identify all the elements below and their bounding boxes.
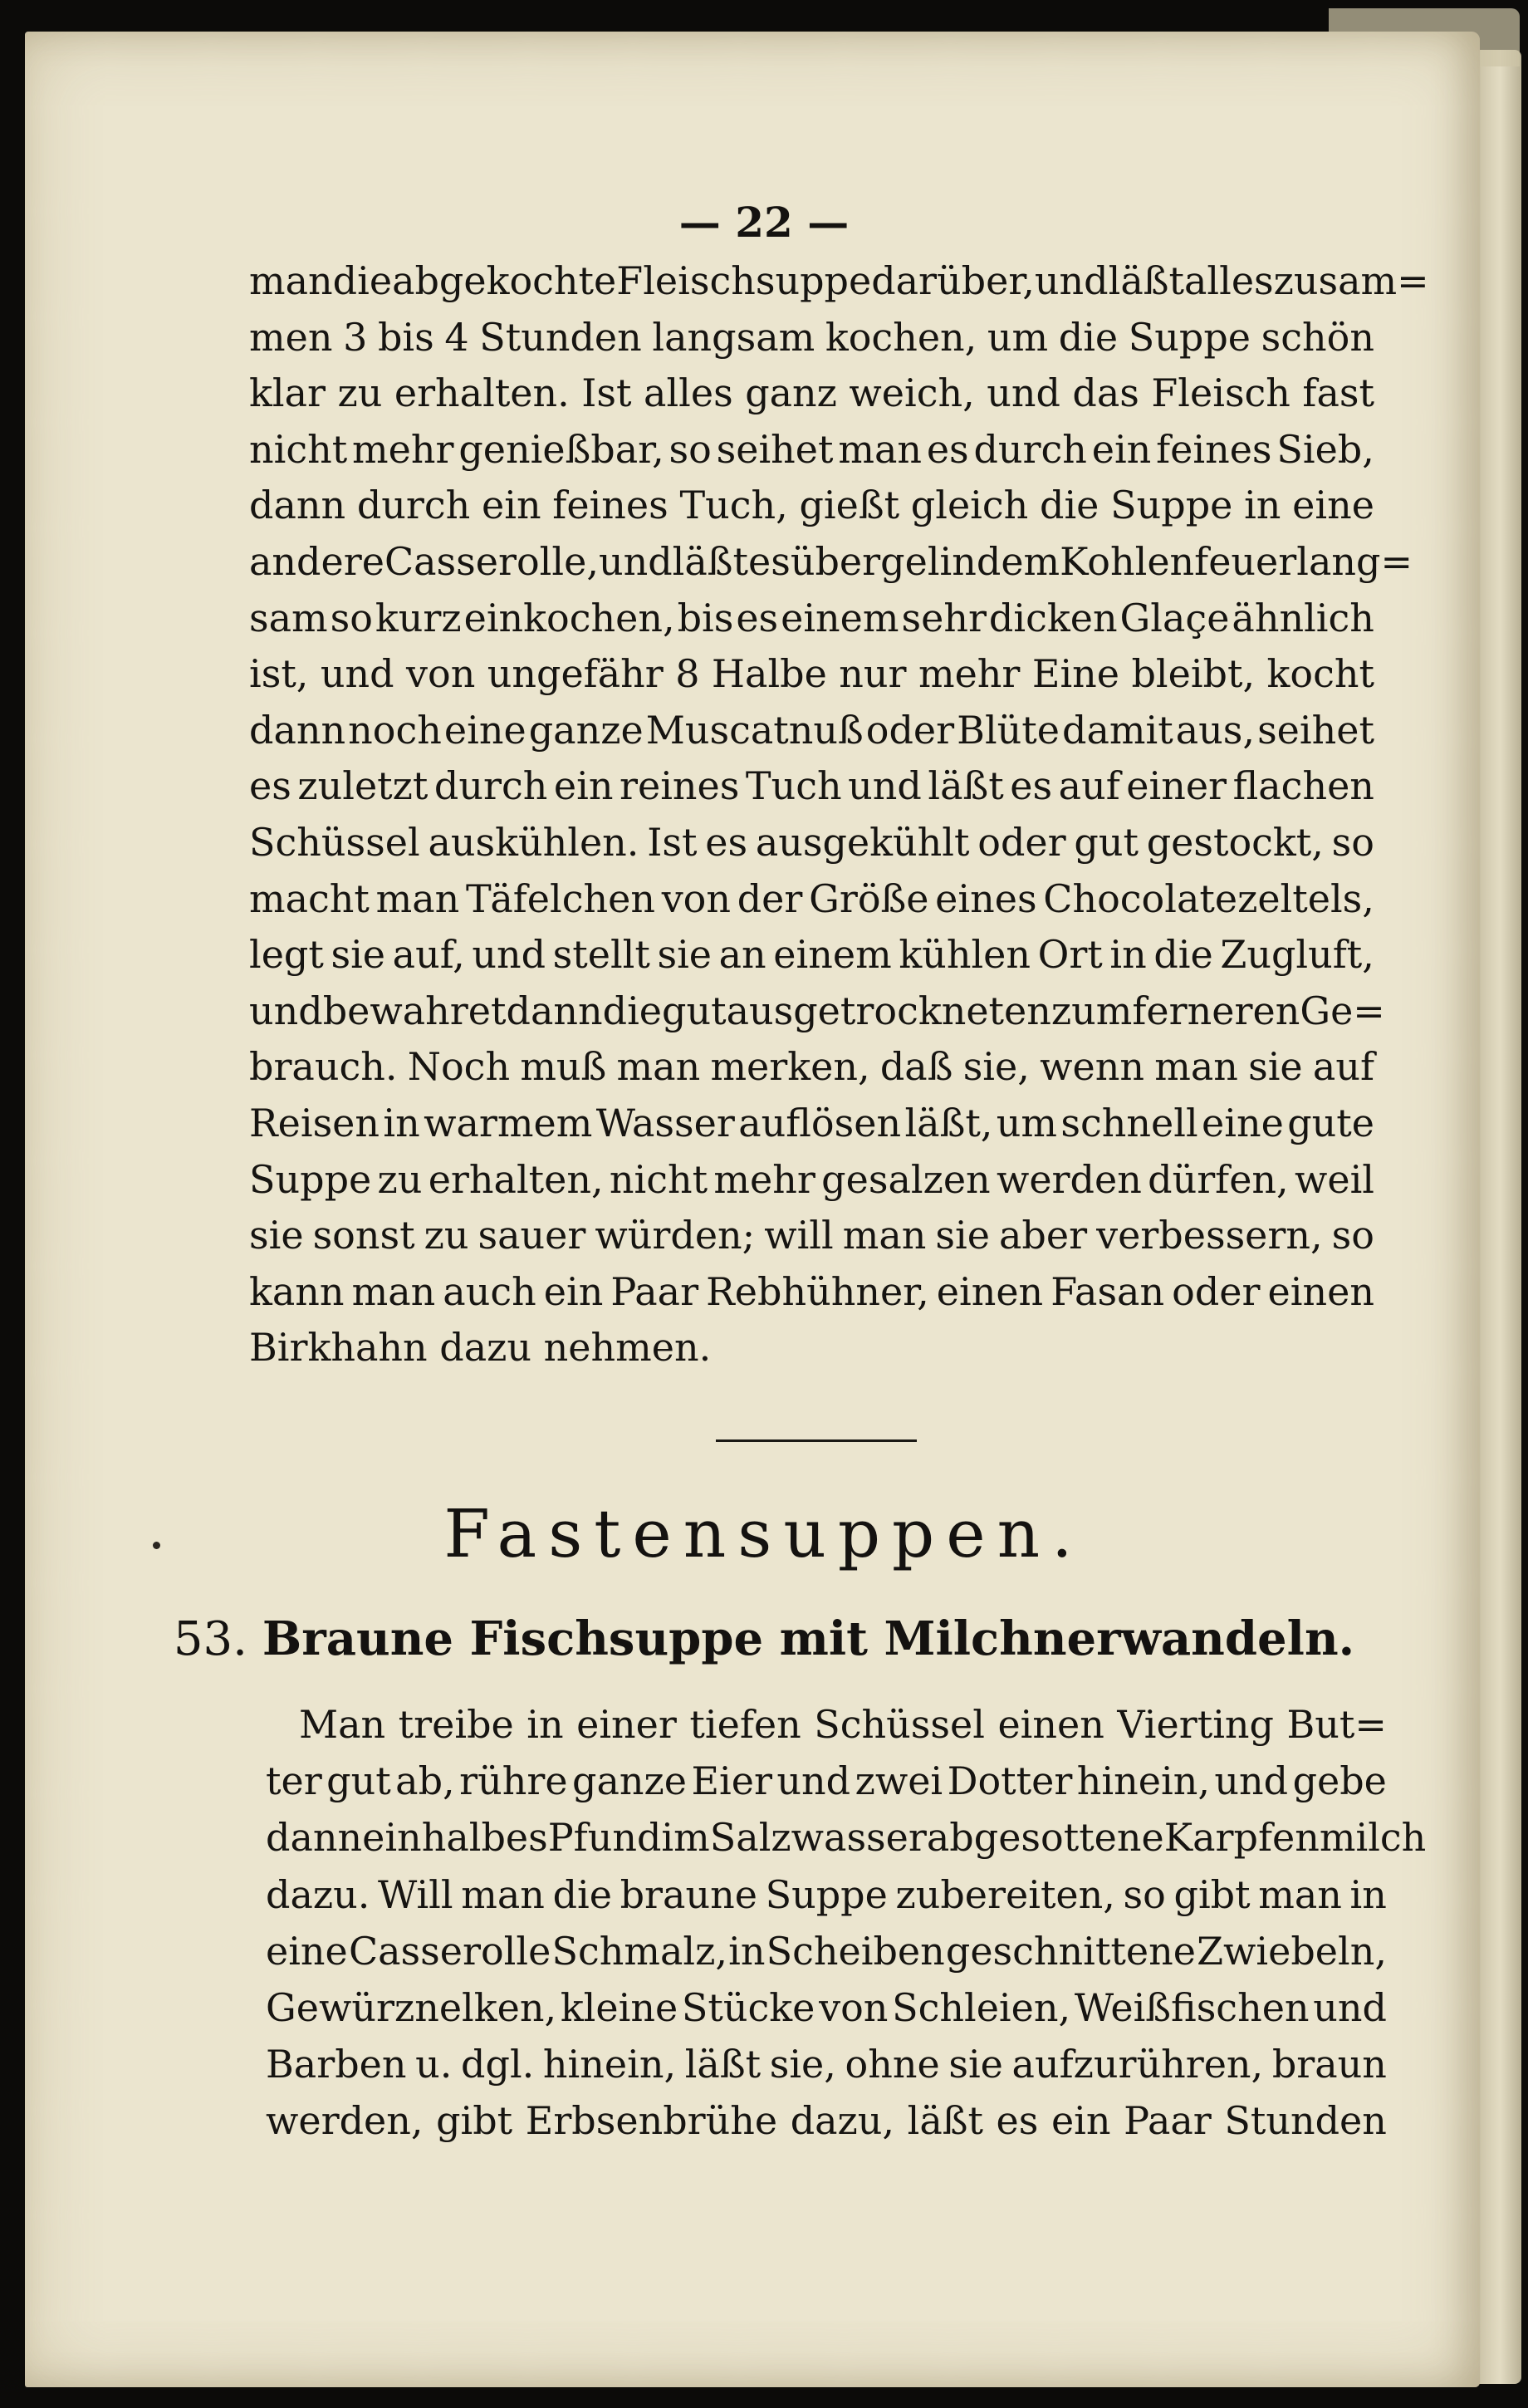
text-line: Gewürznelken, kleine Stücke von Schleien, Weißfischen und <box>266 1985 1387 2031</box>
text-line: Schüssel auskühlen. Ist es ausgekühlt oder gut gestockt, so <box>249 819 1374 865</box>
text-line: andere Casserolle, und läßt es über gelindem Kohlenfeuer lang= <box>249 538 1413 584</box>
recipe-text <box>266 1696 1427 2150</box>
text-line: sam so kurz einkochen, bis es einem sehr dicken Glaçe ähnlich <box>249 595 1374 640</box>
recipe-title-text: Braune Fischsuppe mit Milchnerwandeln. <box>262 1611 1355 1666</box>
text-line: sie sonst zu sauer würden; will man sie aber verbessern, so <box>249 1213 1374 1258</box>
text-line: legt sie auf, und stellt sie an einem kühlen Ort in die Zugluft, <box>249 932 1374 978</box>
text-line: man die abgekochte Fleischsuppe darüber, und läßt alles zusam= <box>249 258 1429 303</box>
section-divider <box>716 1439 917 1442</box>
text-line: Man treibe in einer tiefen Schüssel einen Vierting But= <box>299 1702 1387 1747</box>
text-line: dann durch ein feines Tuch, gießt gleich die Suppe in eine <box>249 483 1374 528</box>
text-line: brauch. Noch muß man merken, daß sie, wenn man sie auf <box>249 1044 1374 1090</box>
text-line: Reisen in warmem Wasser auflösen läßt, um schnell eine gute <box>249 1100 1374 1145</box>
text-line: klar zu erhalten. Ist alles ganz weich, und das Fleisch fast <box>249 370 1374 416</box>
text-line: dann ein halbes Pfund im Salzwasser abgesottene Karpfenmilch <box>266 1815 1427 1861</box>
text-line: men 3 bis 4 Stunden langsam kochen, um die Suppe schön <box>249 314 1374 360</box>
section-heading: Fastensuppen. <box>443 1495 1085 1572</box>
page-number: — 22 — <box>678 198 850 247</box>
text-line: dazu. Will man die braune Suppe zubereiten, so gibt man in <box>266 1871 1387 1917</box>
text-line: ter gut ab, rühre ganze Eier und zwei Dotter hinein, und gebe <box>266 1758 1387 1804</box>
text-line: nicht mehr genießbar, so seihet man es durch ein feines Sieb, <box>249 426 1374 472</box>
text-line: Barben u. dgl. hinein, läßt sie, ohne sie aufzurühren, braun <box>266 2042 1387 2087</box>
continued-recipe-text <box>249 253 1429 1376</box>
text-line: es zuletzt durch ein reines Tuch und läßt es auf einer flachen <box>249 763 1374 809</box>
text-line: dann noch eine ganze Muscatnuß oder Blüte damit aus, seihet <box>249 707 1374 753</box>
recipe-title <box>0 1611 1528 1666</box>
text-line-last: Birkhahn dazu nehmen. <box>249 1325 712 1371</box>
text-line: werden, gibt Erbsenbrühe dazu, läßt es ein Paar Stunden <box>266 2098 1387 2144</box>
text-line: kann man auch ein Paar Rebhühner, einen Fasan oder einen <box>249 1268 1374 1314</box>
text-line: macht man Täfelchen von der Größe eines Chocolatezeltels, <box>249 875 1374 921</box>
text-line: Suppe zu erhalten, nicht mehr gesalzen werden dürfen, weil <box>249 1156 1374 1202</box>
text-line: und bewahret dann die gut ausgetrockneten zum ferneren Ge= <box>249 988 1385 1033</box>
text-line: eine Casserolle Schmalz, in Scheiben geschnittene Zwiebeln, <box>266 1928 1387 1974</box>
text-line: ist, und von ungefähr 8 Halbe nur mehr Eine bleibt, kocht <box>249 651 1374 697</box>
recipe-number: 53. <box>173 1612 247 1666</box>
